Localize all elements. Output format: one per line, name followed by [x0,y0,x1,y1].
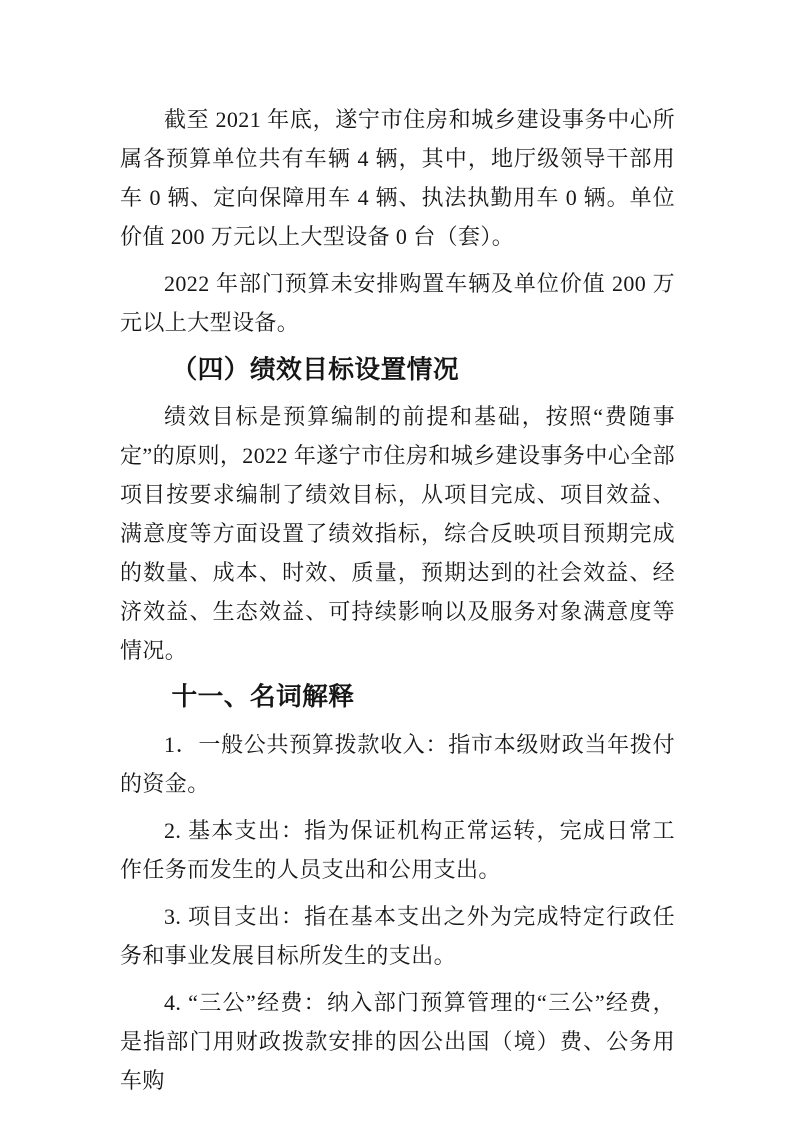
paragraph-2022-no-purchase: 2022 年部门预算未安排购置车辆及单位价值 200 万元以上大型设备。 [120,271,675,335]
glossary-item-basic-expenditure: 2. 基本支出：指为保证机构正常运转，完成日常工作任务而发生的人员支出和公用支出。 [120,818,675,882]
glossary-item-three-public-funds: 4. “三公”经费：纳入部门预算管理的“三公”经费，是指部门用财政拨款安排的因公出国（境）费、公务用车购 [120,990,675,1093]
glossary-item-project-expenditure: 3. 项目支出：指在基本支出之外为完成特定行政任务和事业发展目标所发生的支出。 [120,904,675,968]
paragraph-vehicle-assets: 截至 2021 年底，遂宁市住房和城乡建设事务中心所属各预算单位共有车辆 4 辆，其中，地厅级领导干部用车 0 辆、定向保障用车 4 辆、执法执勤用车 0 辆。单位价值 200 万元以上大型设备 0 台（套）。 [120,107,675,249]
heading-performance-goal-setting: （四）绩效目标设置情况 [171,355,459,384]
heading-glossary: 十一、名词解释 [171,683,355,711]
paragraph-performance-goals: 绩效目标是预算编制的前提和基础，按照“费随事定”的原则，2022 年遂宁市住房和城乡建设事务中心全部项目按要求编制了绩效目标，从项目完成、项目效益、满意度等方面设置了绩效指标，综合反映项目预期完成的数量、成本、时效、质量，预期达到的社会效益、经济效益、生态效益、可持续影响以及服务对象满意度等情况。 [120,404,675,663]
glossary-item-general-public-budget-income: 1．一般公共预算拨款收入：指市本级财政当年拨付的资金。 [120,732,675,796]
